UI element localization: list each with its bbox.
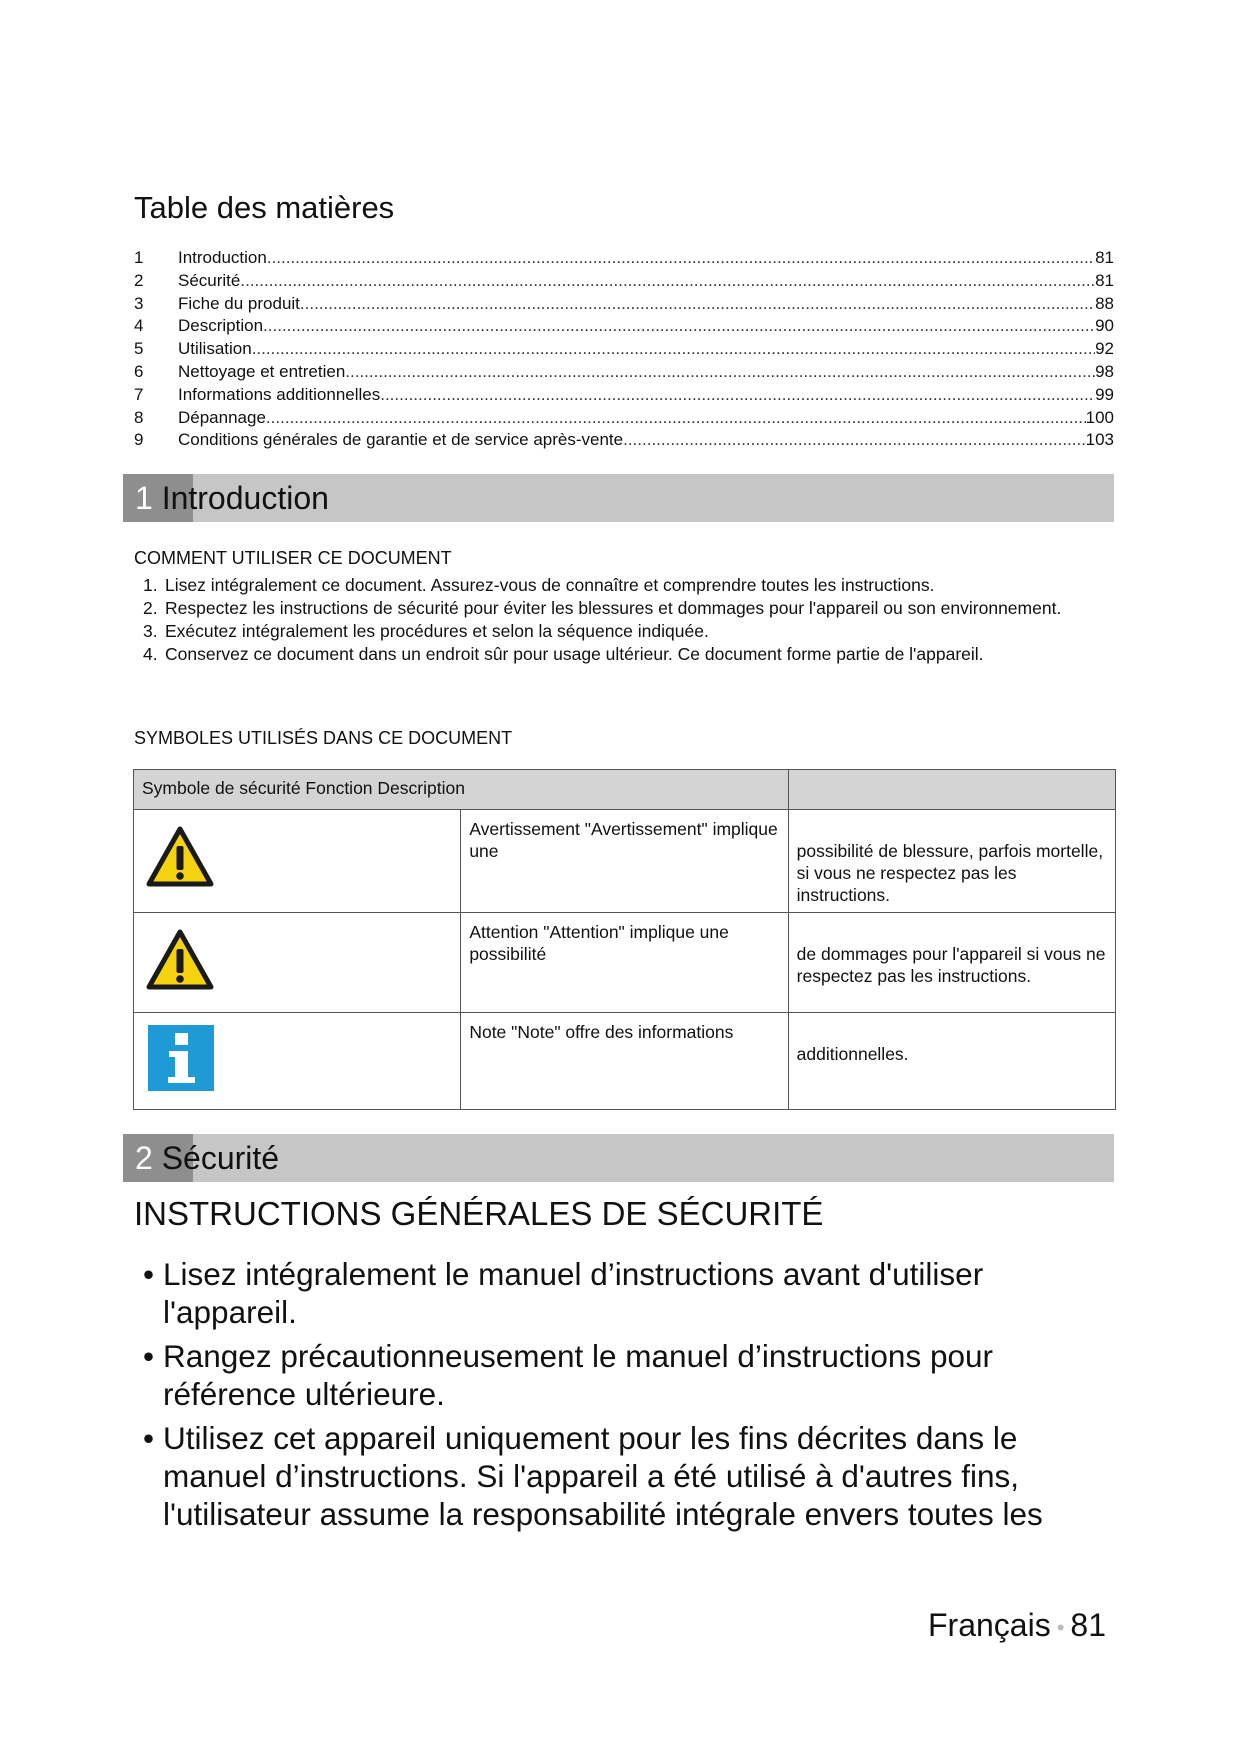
bullet-marker: • [143,1256,155,1292]
function-text: Avertissement "Avertissement" implique une [469,819,778,861]
toc-entry[interactable] [134,430,1114,453]
toc-entry-page: 92 [1095,339,1114,359]
bullet-marker: • [143,1420,155,1456]
toc-leader-dots [267,248,1095,268]
step-text: Conservez ce document dans un endroit sûr pour usage ultérieur. Ce document forme partie de l'appareil. [165,644,984,664]
toc-entry-label: Introduction [178,248,267,267]
toc-entry-page: 81 [1095,248,1114,267]
warning-triangle-icon [134,913,460,1012]
toc-entry-label: Conditions générales de garantie et de service après-vente [178,430,624,450]
toc-entry-number: 5 [134,339,144,359]
table-header-empty-cell [788,770,1115,810]
section-title [123,1140,279,1177]
toc-leader-dots [252,339,1095,359]
toc-entry-page: 98 [1095,361,1114,381]
section-title-text: Sécurité [161,1139,280,1176]
toc-entry[interactable] [134,271,1114,294]
section-title [123,480,329,517]
toc-title: Table des matières [134,190,395,225]
safety-instruction [134,1337,1114,1413]
toc-entry[interactable] [134,385,1114,408]
usage-step [134,620,1094,642]
toc-entry-label: Informations additionnelles [178,384,381,404]
toc-entry-number: 4 [134,316,144,336]
toc-entry-label: Description [178,316,264,336]
table-row [134,913,1116,1013]
toc-entry[interactable] [134,408,1114,431]
table-header-cell [134,770,789,810]
safety-instruction [134,1255,1114,1331]
warning-triangle-icon [134,810,460,909]
usage-steps [134,574,1094,666]
toc-leader-dots [623,430,1086,450]
toc-entry-number: 8 [134,407,144,427]
symbol-cell [134,1013,461,1110]
step-number: 2. [143,598,158,618]
safety-instructions [134,1255,1114,1539]
toc-entry-label: Dépannage [178,407,266,427]
function-cell [461,1013,788,1110]
toc-entry-number: 7 [134,384,144,404]
toc-leader-dots [266,408,1086,428]
table-row [134,810,1116,913]
page-number: 81 [1070,1607,1106,1643]
step-text: Lisez intégralement ce document. Assurez-vous de connaître et comprendre toutes les instructions. [165,575,935,595]
toc-entry-number: 1 [134,248,144,267]
section-title-text: Introduction [161,479,329,516]
instruction-text: Utilisez cet appareil uniquement pour les fins décrites dans le manuel d’instructions. Si l'appareil a été utilisé à d'autres fins, l'utilisateur assume la responsabilité intégrale envers toutes les [163,1420,1043,1532]
toc-leader-dots [240,271,1095,291]
usage-step [134,597,1094,619]
footer-language: Français [928,1607,1051,1643]
instruction-text: Rangez précautionneusement le manuel d’instructions pour référence ultérieure. [163,1338,993,1412]
usage-step [134,574,1094,596]
toc-entry-page: 100 [1085,407,1114,427]
toc-entry-page: 81 [1095,270,1114,290]
toc-entry-number: 2 [134,270,144,290]
toc-entry-number: 3 [134,293,144,313]
step-number: 1. [143,575,158,595]
step-text: Exécutez intégralement les procédures et selon la séquence indiquée. [165,621,709,641]
toc-leader-dots [345,362,1095,382]
toc-entry-page: 88 [1095,293,1114,313]
symbols-table [133,769,1116,1110]
step-number: 3. [143,621,158,641]
toc-entry[interactable] [134,339,1114,362]
safety-instruction [134,1419,1114,1533]
usage-step [134,643,1094,665]
function-cell [461,810,788,913]
toc-entry-number: 9 [134,430,144,450]
description-text: possibilité de blessure, parfois mortelle, si vous ne respectez pas les instructions. [796,841,1104,905]
toc-entry-label: Sécurité [178,270,241,290]
table-header-row [134,770,1116,810]
toc-entry-label: Fiche du produit [178,293,300,313]
description-text: de dommages pour l'appareil si vous ne respectez pas les instructions. [796,944,1106,986]
bullet-marker: • [143,1338,155,1374]
toc-entry-label: Nettoyage et entretien [178,361,346,381]
section-header-securite [123,1134,1114,1182]
toc-leader-dots [380,385,1095,405]
description-text: additionnelles. [796,1044,909,1064]
footer-separator: • [1056,1614,1065,1640]
description-cell [788,1013,1115,1110]
function-text: Attention "Attention" implique une possibilité [469,922,729,964]
symbol-cell [134,810,461,913]
section-number: 2 [135,1139,153,1176]
instruction-text: Lisez intégralement le manuel d’instructions avant d'utiliser l'appareil. [163,1256,984,1330]
function-cell [461,913,788,1013]
toc-entry-label: Utilisation [178,339,252,359]
toc-entry-number: 6 [134,361,144,381]
table-of-contents [134,248,1114,453]
safety-heading: INSTRUCTIONS GÉNÉRALES DE SÉCURITÉ [134,1195,824,1232]
info-icon [134,1013,460,1108]
section-number: 1 [135,479,153,516]
toc-leader-dots [300,294,1095,314]
description-cell [788,913,1115,1013]
howto-heading: COMMENT UTILISER CE DOCUMENT [134,548,452,568]
toc-entry[interactable] [134,316,1114,339]
function-text: Note "Note" offre des informations [469,1022,734,1042]
section-header-introduction [123,474,1114,522]
toc-entry-page: 103 [1085,430,1114,450]
toc-entry[interactable] [134,362,1114,385]
toc-entry-page: 90 [1095,316,1114,336]
toc-entry-page: 99 [1095,384,1114,404]
step-number: 4. [143,644,158,664]
table-header-text: Symbole de sécurité Fonction Description [142,778,465,798]
symbols-heading: SYMBOLES UTILISÉS DANS CE DOCUMENT [134,728,513,748]
step-text: Respectez les instructions de sécurité pour éviter les blessures et dommages pour l'appareil ou son environnement. [165,598,1062,618]
toc-entry[interactable] [134,294,1114,317]
description-cell [788,810,1115,913]
symbol-cell [134,913,461,1013]
table-row [134,1013,1116,1110]
toc-entry[interactable] [134,248,1114,271]
toc-leader-dots [263,316,1095,336]
page-footer [928,1607,1106,1644]
